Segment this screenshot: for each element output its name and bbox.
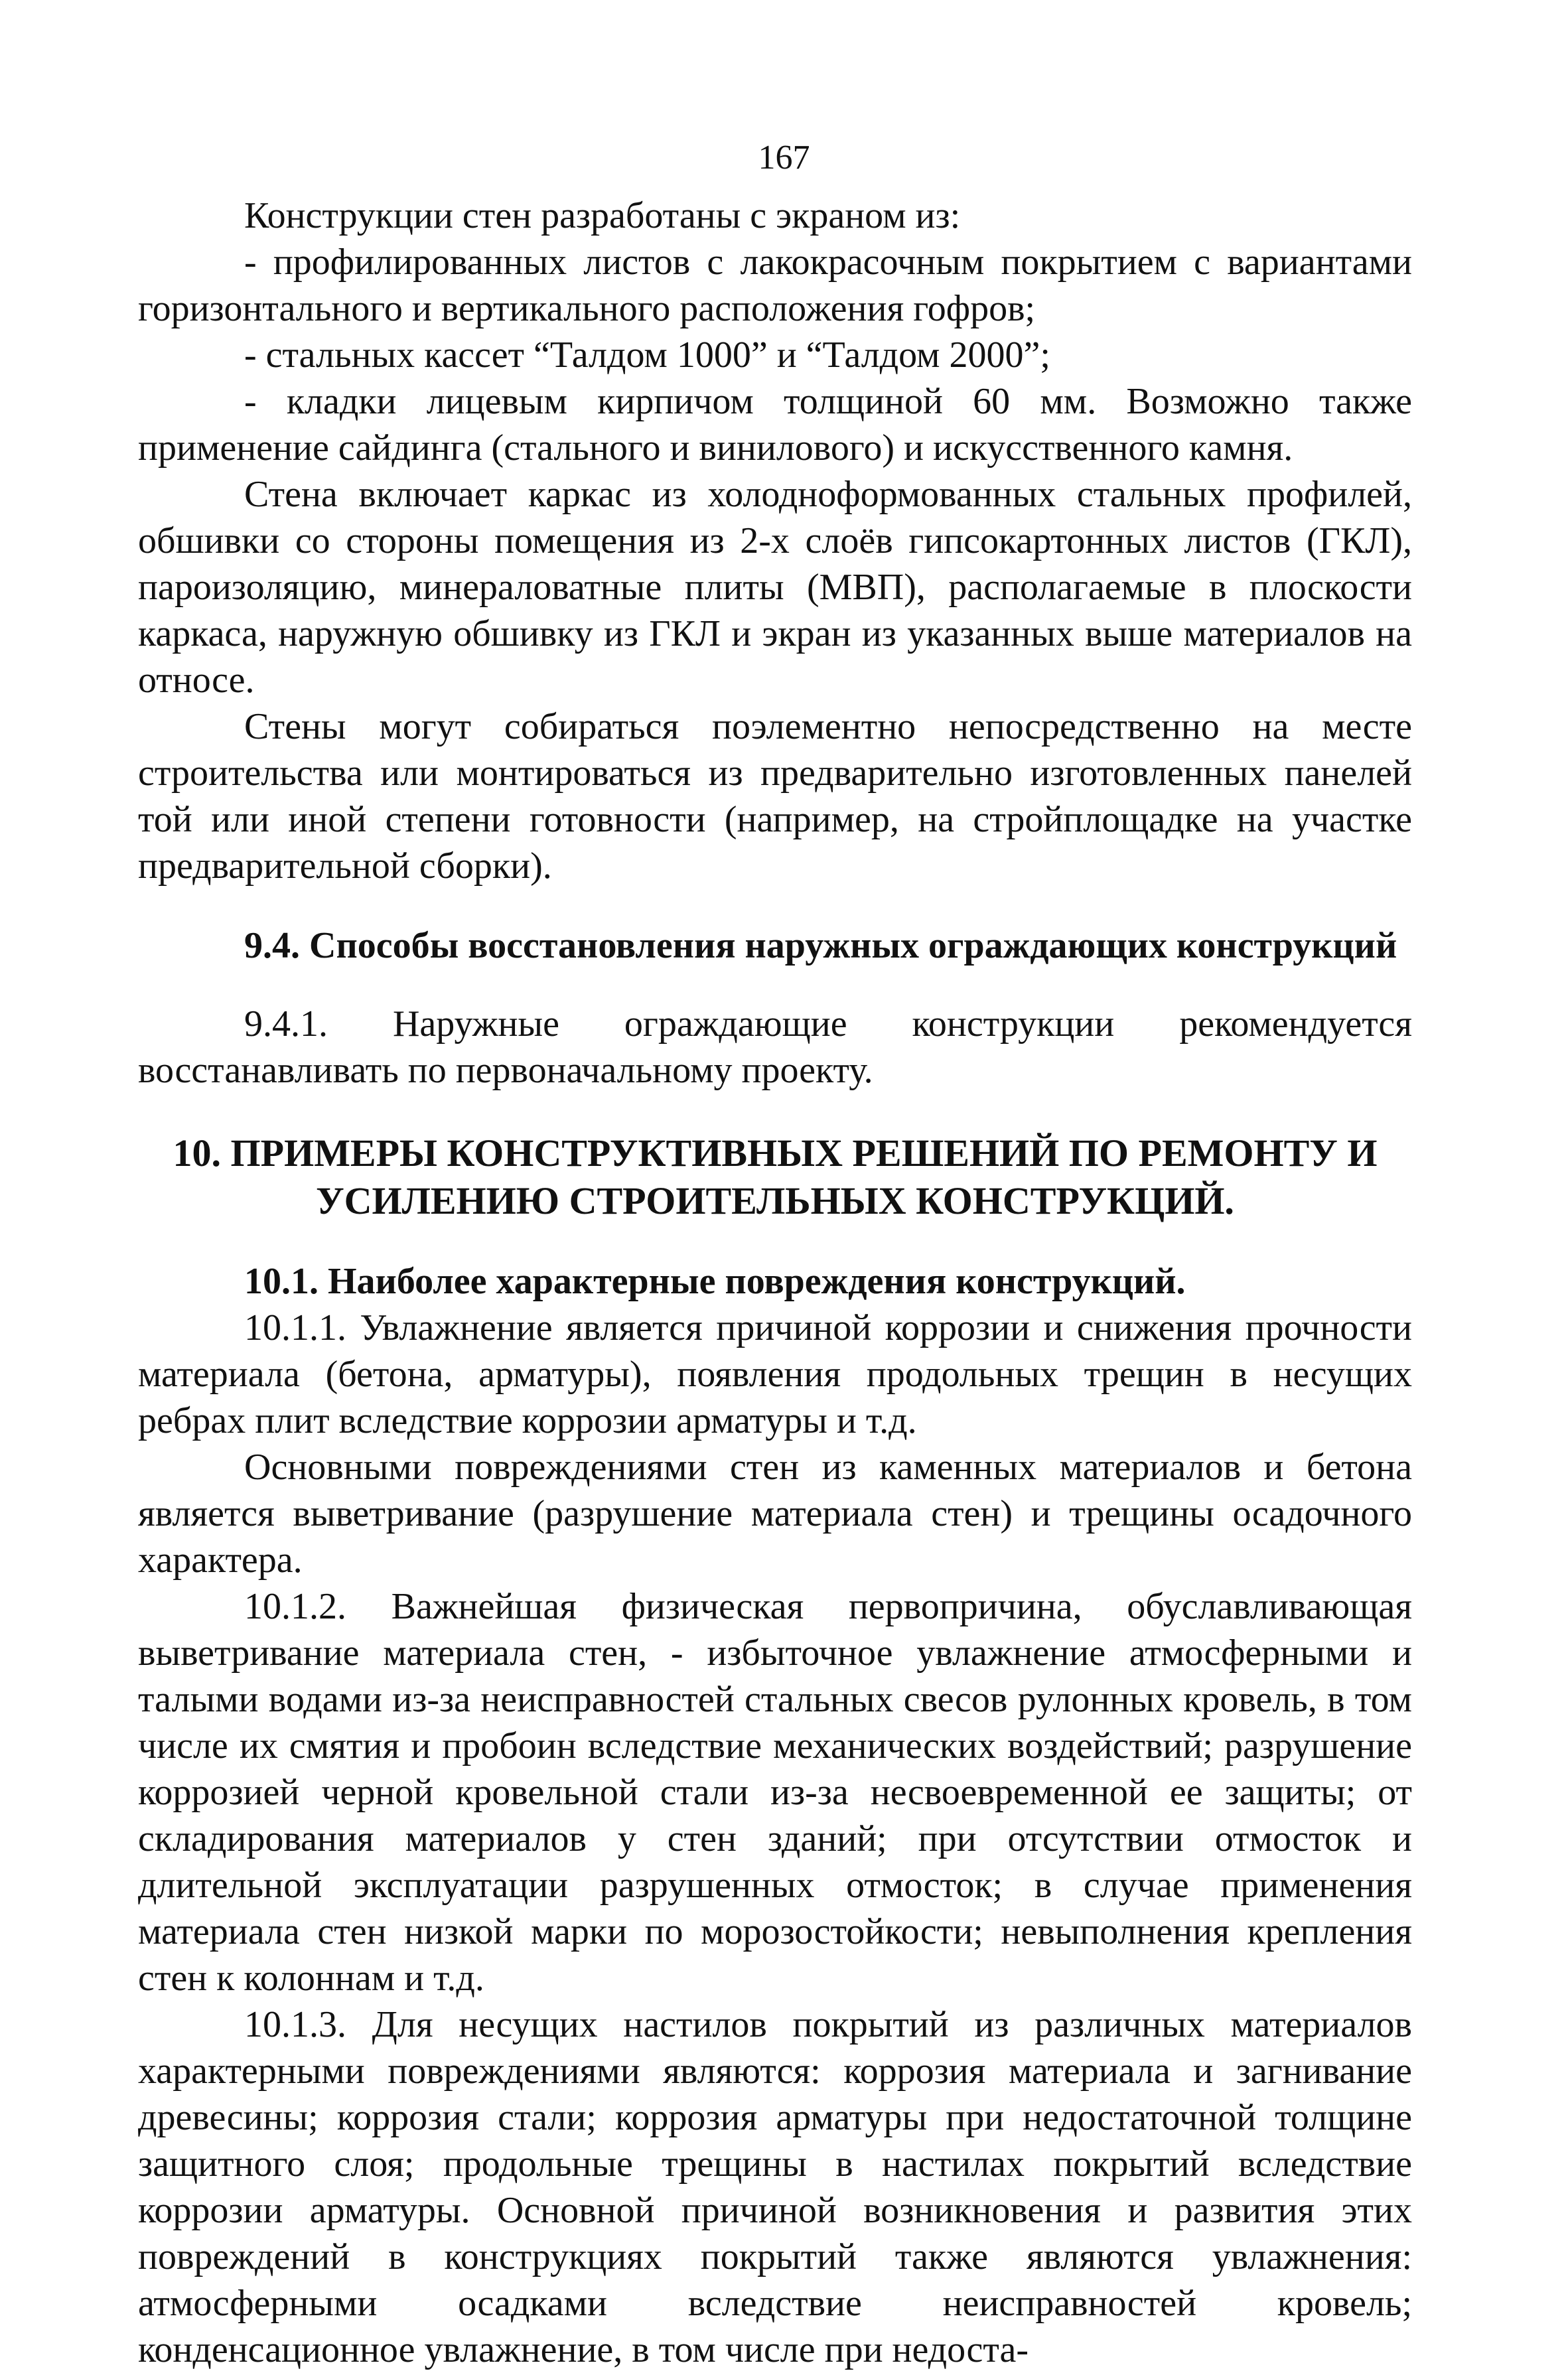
paragraph-wall-damage: Основными повреждениями стен из каменных материалов и бетона является выветривание (разрушение материала стен) и трещины осадочного характера. bbox=[138, 1447, 1412, 1581]
paragraph-intro: Конструкции стен разработаны с экраном из: bbox=[244, 195, 961, 236]
page-body bbox=[138, 192, 1412, 2373]
section-heading-9-4: 9.4. Способы восстановления наружных ограждающих конструкций bbox=[244, 925, 1397, 966]
list-item-brick-cladding: - кладки лицевым кирпичом толщиной 60 мм. Возможно также применение сайдинга (стального и винилового) и искусственного камня. bbox=[138, 381, 1412, 468]
paragraph-wall-assembly: Стены могут собираться поэлементно непосредственно на месте строительства или монтироваться из предварительно изготовленных панелей той или иной степени готовности (например, на стройплощадке на участке предварительной сборки). bbox=[138, 706, 1412, 887]
paragraph-10-1-3: 10.1.3. Для несущих настилов покрытий из различных материалов характерными повреждениями являются: коррозия материала и загнивание древесины; коррозия стали; коррозия арматуры при недостаточной толщине защитного слоя; продольные трещины в настилах покрытий вследствие коррозии арматуры. Основной причиной возникновения и развития этих повреждений в конструкциях покрытий также являются увлажнения: атмосферными осадками вследствие неисправностей кровель; конденсационное увлажнение, в том числе при недоста- bbox=[138, 2004, 1412, 2370]
paragraph-10-1-1: 10.1.1. Увлажнение является причиной коррозии и снижения прочности материала (бетона, арматуры), появления продольных трещин в несущих ребрах плит вследствие коррозии арматуры и т.д. bbox=[138, 1307, 1412, 1441]
chapter-heading-10: 10. ПРИМЕРЫ КОНСТРУКТИВНЫХ РЕШЕНИЙ ПО РЕМОНТУ И УСИЛЕНИЮ СТРОИТЕЛЬНЫХ КОНСТРУКЦИЙ. bbox=[173, 1131, 1378, 1222]
section-heading-10-1: 10.1. Наиболее характерные повреждения конструкций. bbox=[244, 1261, 1186, 1302]
page-number: 167 bbox=[758, 139, 810, 177]
list-item-profiled-sheets: - профилированных листов с лакокрасочным покрытием с вариантами горизонтального и вертикального расположения гофров; bbox=[138, 242, 1412, 329]
paragraph-wall-structure: Стена включает каркас из холоднoформованных стальных профилей, обшивки со стороны помещения из 2-х слоёв гипсокартонных листов (ГКЛ), пароизоляцию, минераловатные плиты (МВП), располагаемые в плоскости каркаса, наружную обшивку из ГКЛ и экран из указанных выше материалов на относе. bbox=[138, 474, 1412, 701]
paragraph-10-1-2: 10.1.2. Важнейшая физическая первопричина, обуславливающая выветривание материала стен, - избыточное увлажнение атмосферными и талыми водами из-за неисправностей стальных свесов рулонных кровель, в том числе их смятия и пробоин вследствие механических воздействий; разрушение коррозией черной кровельной стали из-за несвоевременной ее защиты; от складирования материалов у стен зданий; при отсутствии отмосток и длительной эксплуатации разрушенных отмосток; в случае применения материала стен низкой марки по морозостойкости; невыполнения крепления стен к колоннам и т.д. bbox=[138, 1586, 1412, 1999]
paragraph-9-4-1: 9.4.1. Наружные ограждающие конструкции рекомендуется восстанавливать по первоначальному проекту. bbox=[138, 1003, 1412, 1091]
list-item-steel-cassettes: - стальных кассет “Талдом 1000” и “Талдом 2000”; bbox=[244, 334, 1050, 376]
